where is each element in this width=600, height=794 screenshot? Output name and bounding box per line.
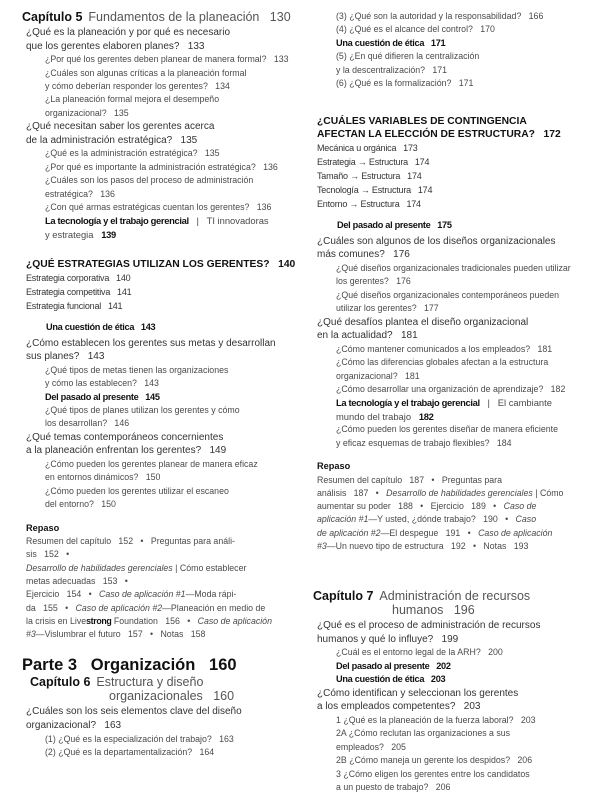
- toc-subquestion: [22, 364, 307, 391]
- toc-line: [313, 527, 600, 540]
- text: —Moda rápi-: [186, 589, 237, 599]
- text: Ejercicio 154 •: [26, 589, 99, 599]
- toc-line: ¿Cómo pueden los gerentes planear de manera eficaz: [45, 458, 307, 471]
- toc-subquestion: [22, 53, 307, 66]
- toc-line: y la descentralización? 171: [336, 64, 600, 77]
- italic-text: #3: [317, 541, 327, 551]
- toc-line: (6) ¿Qué es la formalización? 171: [336, 77, 600, 90]
- toc-line: ¿La planeación formal mejora el desempeño: [45, 93, 307, 106]
- toc-line: de la administración estratégica? 135: [22, 134, 307, 148]
- toc-subquestion: [313, 754, 600, 767]
- toc-line: Una cuestión de ética 143: [46, 321, 307, 334]
- feature-box-entry: [313, 37, 600, 50]
- toc-line: organizacional? 181: [336, 370, 600, 383]
- toc-line: en entornos dinámicos? 150: [45, 471, 307, 484]
- toc-line: los desarrollan? 146: [45, 417, 307, 430]
- toc-line: ¿Cómo desarrollar una organización de aprendizaje? 182: [336, 383, 600, 396]
- italic-text: Caso de aplicación #2: [76, 603, 163, 613]
- toc-line: [313, 487, 600, 500]
- toc-line: a los empleados competentes? 203: [313, 700, 600, 714]
- text: análisis 187 •: [317, 488, 386, 498]
- text: mundo del trabajo: [336, 411, 419, 422]
- toc-line: (2) ¿Qué es la departamentalización? 164: [45, 746, 307, 759]
- review-heading: [313, 460, 600, 473]
- toc-subquestion: [313, 23, 600, 36]
- toc-question: [22, 431, 307, 458]
- toc-line: Repaso: [26, 522, 307, 535]
- feature-box-entry: [22, 214, 307, 241]
- toc-line: Estrategia funcional 141: [22, 299, 307, 313]
- review-heading: [22, 522, 307, 535]
- toc-subquestion: [22, 404, 307, 431]
- toc-line: que los gerentes elaboren planes? 133: [22, 40, 307, 54]
- feature-box-entry: [22, 391, 307, 404]
- bold-text: strong: [86, 616, 111, 626]
- toc-question: [22, 26, 307, 53]
- toc-line: [22, 615, 307, 628]
- text: —El despegue 191 •: [381, 528, 478, 538]
- toc-question: [22, 120, 307, 147]
- bold-text: 139: [101, 229, 116, 240]
- toc-subquestion: [313, 77, 600, 90]
- toc-line: Tamaño → Estructura 174: [313, 169, 600, 183]
- toc-line: ¿Qué diseños organizacionales contemporáneos pueden: [336, 289, 600, 302]
- toc-topic: [313, 197, 600, 211]
- toc-subquestion: [313, 727, 600, 754]
- toc-subquestion: [22, 485, 307, 512]
- toc-line: organizacional? 163: [22, 719, 307, 733]
- bold-text: La tecnología y el trabajo gerencial: [45, 215, 189, 226]
- toc-line: 3 ¿Cómo eligen los gerentes entre los candidatos: [336, 768, 600, 781]
- text: y estrategia: [45, 229, 101, 240]
- toc-line: [313, 500, 600, 513]
- toc-line: [22, 588, 307, 601]
- toc-line: Repaso: [317, 460, 600, 473]
- toc-line: AFECTAN LA ELECCIÓN DE ESTRUCTURA? 172: [313, 128, 600, 141]
- toc-line: (5) ¿En qué difieren la centralización: [336, 50, 600, 63]
- toc-line: ¿Cuál es el entorno legal de la ARH? 200: [336, 646, 600, 659]
- text: da 155 •: [26, 603, 76, 613]
- toc-line: ¿Por qué es importante la administración estratégica? 136: [45, 161, 307, 174]
- italic-text: de aplicación #2: [317, 528, 381, 538]
- toc-line: más comunes? 176: [313, 248, 600, 262]
- toc-subquestion: [313, 289, 600, 316]
- toc-line: ¿Con qué armas estratégicas cuentan los gerentes? 136: [45, 201, 307, 214]
- toc-line: ¿Cómo pueden los gerentes utilizar el escaneo: [45, 485, 307, 498]
- italic-text: Desarrollo de habilidades gerenciales: [26, 563, 173, 573]
- toc-line: [45, 214, 307, 227]
- toc-question: [313, 619, 600, 646]
- text: aumentar su poder 188 • Ejercicio 189 •: [317, 501, 504, 511]
- toc-subquestion: [22, 93, 307, 120]
- chapter-heading: [22, 675, 307, 703]
- toc-line: organizacionales 160: [30, 689, 307, 703]
- toc-line: a la planeación enfrentan los gerentes? 149: [22, 444, 307, 458]
- toc-subquestion: [313, 646, 600, 659]
- toc-topic: [313, 155, 600, 169]
- toc-line: ¿Qué tipos de metas tienen las organizaciones: [45, 364, 307, 377]
- toc-line: (4) ¿Qué es el alcance del control? 170: [336, 23, 600, 36]
- toc-line: ¿Cómo pueden los gerentes diseñar de manera eficiente: [336, 423, 600, 436]
- text: —Un nuevo tipo de estructura 192 • Notas 193: [327, 541, 529, 551]
- toc-subquestion: [313, 423, 600, 450]
- toc-subquestion: [22, 746, 307, 759]
- toc-line: organizacional? 135: [45, 107, 307, 120]
- review-list: [22, 535, 307, 641]
- toc-topic: [22, 271, 307, 285]
- toc-line: ¿Qué desafíos plantea el diseño organizacional: [313, 316, 600, 330]
- toc-line: ¿Qué es la planeación y por qué es necesario: [22, 26, 307, 40]
- text: | Cómo: [533, 488, 564, 498]
- toc-subquestion: [313, 383, 600, 396]
- toc-line: ¿Cuáles son algunas críticas a la planeación formal: [45, 67, 307, 80]
- italic-text: aplicación #1: [317, 514, 368, 524]
- bold-text: La tecnología y el trabajo gerencial: [336, 397, 480, 408]
- italic-text: Caso de aplicación: [478, 528, 552, 538]
- toc-line: utilizar los gerentes? 177: [336, 302, 600, 315]
- toc-line: ¿Por qué los gerentes deben planear de manera formal? 133: [45, 53, 307, 66]
- toc-line: a un puesto de trabajo? 206: [336, 781, 600, 794]
- toc-line: ¿Qué temas contemporáneos concernientes: [22, 431, 307, 445]
- toc-line: [336, 410, 600, 423]
- toc-topic: [313, 141, 600, 155]
- toc-subquestion: [313, 50, 600, 77]
- toc-line: Resumen del capítulo 187 • Preguntas para: [313, 474, 600, 487]
- chapter-number: Capítulo 7: [313, 589, 373, 603]
- toc-line: 1 ¿Qué es la planeación de la fuerza laboral? 203: [336, 714, 600, 727]
- review-list: [313, 474, 600, 554]
- text: | TI innovadoras: [189, 215, 269, 226]
- toc-line: ¿CUÁLES VARIABLES DE CONTINGENCIA: [313, 115, 600, 128]
- toc-line: en la actualidad? 181: [313, 329, 600, 343]
- toc-subquestion: [313, 768, 600, 794]
- toc-line: [313, 589, 600, 603]
- text: —Planeación en medio de: [162, 603, 265, 613]
- toc-topic: [22, 285, 307, 299]
- toc-line: empleados? 205: [336, 741, 600, 754]
- toc-line: Entorno → Estructura 174: [313, 197, 600, 211]
- toc-line: metas adecuadas 153 •: [22, 575, 307, 588]
- toc-line: Una cuestión de ética 203: [336, 673, 600, 686]
- toc-line: ¿Cuáles son los seis elementos clave del diseño: [22, 705, 307, 719]
- chapter-number: Capítulo 6: [30, 675, 90, 689]
- text: Fundamentos de la planeación 130: [88, 10, 290, 24]
- toc-line: [313, 513, 600, 526]
- toc-line: Una cuestión de ética 171: [336, 37, 600, 50]
- toc-subquestion: [22, 67, 307, 94]
- toc-line: ¿Qué es la administración estratégica? 135: [45, 147, 307, 160]
- toc-question: [313, 316, 600, 343]
- toc-line: Parte 3 Organización 160: [22, 655, 307, 675]
- part-heading: [22, 655, 307, 675]
- italic-text: Caso de aplicación: [198, 616, 272, 626]
- toc-line: ¿Cómo las diferencias globales afectan a la estructura: [336, 356, 600, 369]
- toc-line: [313, 540, 600, 553]
- toc-line: ¿Qué tipos de planes utilizan los gerentes y cómo: [45, 404, 307, 417]
- toc-line: [22, 10, 307, 24]
- toc-subquestion: [313, 343, 600, 356]
- toc-line: (1) ¿Qué es la especialización del trabajo? 163: [45, 733, 307, 746]
- toc-line: y cómo las establecen? 143: [45, 377, 307, 390]
- toc-line: Estrategia → Estructura 174: [313, 155, 600, 169]
- feature-box-entry: [313, 673, 600, 686]
- text: la crisis en Live: [26, 616, 86, 626]
- text: | El cambiante: [480, 397, 552, 408]
- toc-line: ¿Qué diseños organizacionales tradicionales pueden utilizar: [336, 262, 600, 275]
- toc-line: sus planes? 143: [22, 350, 307, 364]
- toc-subquestion: [22, 733, 307, 746]
- toc-subquestion: [313, 356, 600, 383]
- italic-text: Caso de aplicación #1: [99, 589, 186, 599]
- toc-right-column: [313, 10, 600, 794]
- toc-subquestion: [22, 201, 307, 214]
- toc-line: [22, 602, 307, 615]
- toc-line: Tecnología → Estructura 174: [313, 183, 600, 197]
- toc-line: Del pasado al presente 175: [337, 219, 600, 232]
- toc-line: Estrategia competitiva 141: [22, 285, 307, 299]
- toc-line: ¿Cómo mantener comunicados a los empleados? 181: [336, 343, 600, 356]
- toc-line: Resumen del capítulo 152 • Preguntas para análi-: [22, 535, 307, 548]
- text: —Y usted, ¿dónde trabajo? 190 •: [368, 514, 515, 524]
- chapter-heading: [22, 10, 307, 24]
- toc-line: Estrategia corporativa 140: [22, 271, 307, 285]
- toc-line: Del pasado al presente 145: [45, 391, 307, 404]
- text: | Cómo establecer: [173, 563, 247, 573]
- toc-line: [30, 675, 307, 689]
- section-heading: [22, 258, 307, 271]
- feature-box-entry: [313, 660, 600, 673]
- section-heading: [313, 115, 600, 141]
- toc-line: humanos y qué lo influye? 199: [313, 633, 600, 647]
- toc-subquestion: [22, 458, 307, 485]
- toc-line: y eficaz esquemas de trabajo flexibles? 184: [336, 437, 600, 450]
- italic-text: #3: [26, 629, 36, 639]
- feature-box-entry: [313, 396, 600, 423]
- toc-topic: [22, 299, 307, 313]
- toc-line: ¿Cómo identifican y seleccionan los gerentes: [313, 687, 600, 701]
- toc-subquestion: [313, 714, 600, 727]
- italic-text: Desarrollo de habilidades gerenciales: [386, 488, 533, 498]
- toc-line: ¿Qué es el proceso de administración de recursos: [313, 619, 600, 633]
- toc-question: [22, 705, 307, 732]
- toc-line: los gerentes? 176: [336, 275, 600, 288]
- toc-line: estratégica? 136: [45, 188, 307, 201]
- text: Administración de recursos: [379, 589, 530, 603]
- toc-subquestion: [313, 262, 600, 289]
- toc-line: (3) ¿Qué son la autoridad y la responsabilidad? 166: [336, 10, 600, 23]
- toc-question: [313, 687, 600, 714]
- toc-subquestion: [313, 10, 600, 23]
- feature-box-entry: [313, 219, 600, 232]
- toc-line: del entorno? 150: [45, 498, 307, 511]
- toc-topic: [313, 169, 600, 183]
- toc-line: Mecánica u orgánica 173: [313, 141, 600, 155]
- text: Foundation 156 •: [111, 616, 197, 626]
- toc-subquestion: [22, 161, 307, 174]
- toc-subquestion: [22, 147, 307, 160]
- toc-line: ¿Cuáles son algunos de los diseños organizacionales: [313, 235, 600, 249]
- toc-question: [313, 235, 600, 262]
- toc-line: humanos 196: [313, 603, 600, 617]
- toc-subquestion: [22, 174, 307, 201]
- toc-line: [22, 562, 307, 575]
- toc-line: 2B ¿Cómo maneja un gerente los despidos? 206: [336, 754, 600, 767]
- italic-text: Caso de: [504, 501, 537, 511]
- text: —Vislumbrar el futuro 157 • Notas 158: [36, 629, 206, 639]
- toc-line: [22, 628, 307, 641]
- toc-topic: [313, 183, 600, 197]
- toc-question: [22, 337, 307, 364]
- italic-text: Caso: [516, 514, 537, 524]
- toc-line: ¿QUÉ ESTRATEGIAS UTILIZAN LOS GERENTES? 140: [22, 258, 307, 271]
- chapter-number: Capítulo 5: [22, 10, 82, 24]
- toc-line: ¿Qué necesitan saber los gerentes acerca: [22, 120, 307, 134]
- toc-left-column: [22, 10, 307, 759]
- chapter-heading: [313, 589, 600, 617]
- toc-line: ¿Cómo establecen los gerentes sus metas y desarrollan: [22, 337, 307, 351]
- toc-line: Del pasado al presente 202: [336, 660, 600, 673]
- text: Estructura y diseño: [96, 675, 203, 689]
- toc-line: sis 152 •: [22, 548, 307, 561]
- toc-line: ¿Cuáles son los pasos del proceso de administración: [45, 174, 307, 187]
- toc-line: [336, 396, 600, 409]
- bold-text: 182: [419, 411, 434, 422]
- toc-line: 2A ¿Cómo reclutan las organizaciones a sus: [336, 727, 600, 740]
- toc-line: y cómo deberían responder los gerentes? 134: [45, 80, 307, 93]
- feature-box-entry: [22, 321, 307, 334]
- toc-line: [45, 228, 307, 241]
